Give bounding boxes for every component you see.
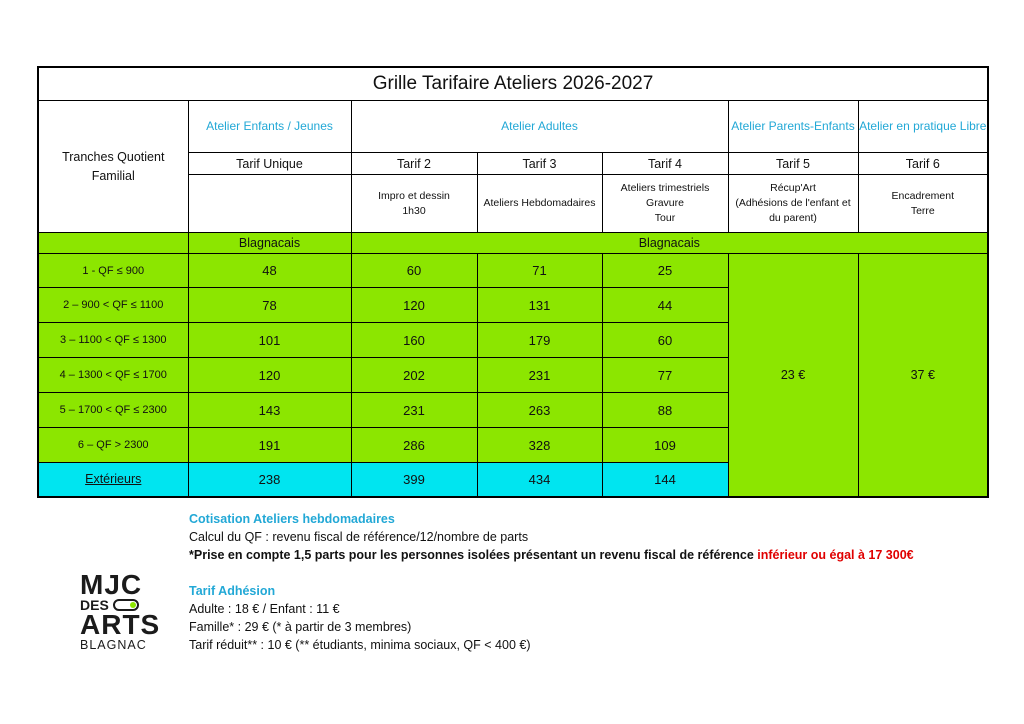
cell-t2: 399 — [351, 463, 477, 497]
cell-t2: 160 — [351, 323, 477, 358]
exterieurs-label: Extérieurs — [38, 463, 188, 497]
tarif-4: Tarif 4 — [602, 153, 728, 175]
cell-t6-merged: 37 € — [858, 254, 988, 497]
mjc-logo: MJC DES ARTS BLAGNAC — [80, 569, 161, 652]
adhesion-reduit: Tarif réduit** : 10 € (** étudiants, minima sociaux, QF < 400 €) — [189, 638, 531, 652]
cell-unique: 238 — [188, 463, 351, 497]
tarif-3: Tarif 3 — [477, 153, 602, 175]
desc-tarif-6: Encadrement Terre — [858, 175, 988, 233]
desc-tarif-4: Ateliers trimestriels Gravure Tour — [602, 175, 728, 233]
cell-t5-merged: 23 € — [728, 254, 858, 497]
qf-header: Tranches Quotient Familial — [38, 101, 188, 233]
cell-t4: 144 — [602, 463, 728, 497]
desc-tarif-5: Récup'Art (Adhésions de l'enfant et du parent) — [728, 175, 858, 233]
cell-t3: 179 — [477, 323, 602, 358]
blagnacais-right: Blagnacais — [351, 233, 988, 254]
adhesion-famille: Famille* : 29 € (* à partir de 3 membres) — [189, 620, 412, 634]
cell-unique: 143 — [188, 393, 351, 428]
notes — [189, 510, 914, 654]
cell-t4: 109 — [602, 428, 728, 463]
cell-t2: 120 — [351, 288, 477, 323]
table-row — [38, 254, 988, 288]
cell-t2: 286 — [351, 428, 477, 463]
cell-t4: 60 — [602, 323, 728, 358]
cell-t4: 77 — [602, 358, 728, 393]
group-adultes: Atelier Adultes — [351, 101, 728, 153]
toggle-icon — [113, 599, 139, 611]
cotisation-title: Cotisation Ateliers hebdomadaires — [189, 512, 395, 526]
cell-t2: 60 — [351, 254, 477, 288]
desc-tarif-3: Ateliers Hebdomadaires — [477, 175, 602, 233]
qf-label: 6 – QF > 2300 — [38, 428, 188, 463]
group-enfants: Atelier Enfants / Jeunes — [188, 101, 351, 153]
adhesion-title: Tarif Adhésion — [189, 584, 276, 598]
page-title: Grille Tarifaire Ateliers 2026-2027 — [38, 67, 988, 101]
cell-t2: 231 — [351, 393, 477, 428]
cell-unique: 101 — [188, 323, 351, 358]
blagnacais-empty — [38, 233, 188, 254]
tarif-6: Tarif 6 — [858, 153, 988, 175]
cell-t3: 263 — [477, 393, 602, 428]
prise-text: *Prise en compte 1,5 parts pour les personnes isolées présentant un revenu fiscal de référence inférieur ou égal à 17 300€ — [189, 548, 914, 562]
tarif-unique: Tarif Unique — [188, 153, 351, 175]
cell-unique: 191 — [188, 428, 351, 463]
cell-t4: 88 — [602, 393, 728, 428]
qf-label: 2 – 900 < QF ≤ 1100 — [38, 288, 188, 323]
group-libre: Atelier en pratique Libre — [858, 101, 988, 153]
cell-t2: 202 — [351, 358, 477, 393]
cell-t3: 328 — [477, 428, 602, 463]
qf-label: 4 – 1300 < QF ≤ 1700 — [38, 358, 188, 393]
desc-tarif-2: Impro et dessin 1h30 — [351, 175, 477, 233]
desc-empty — [188, 175, 351, 233]
adhesion-adulte: Adulte : 18 € / Enfant : 11 € — [189, 602, 340, 616]
cell-t3: 131 — [477, 288, 602, 323]
calcul-text: Calcul du QF : revenu fiscal de référence/12/nombre de parts — [189, 530, 529, 544]
cell-t3: 434 — [477, 463, 602, 497]
qf-label: 5 – 1700 < QF ≤ 2300 — [38, 393, 188, 428]
qf-label: 1 - QF ≤ 900 — [38, 254, 188, 288]
cell-unique: 120 — [188, 358, 351, 393]
cell-t3: 71 — [477, 254, 602, 288]
cell-t4: 44 — [602, 288, 728, 323]
tarif-5: Tarif 5 — [728, 153, 858, 175]
blagnacais-left: Blagnacais — [188, 233, 351, 254]
cell-unique: 48 — [188, 254, 351, 288]
group-parents: Atelier Parents-Enfants — [728, 101, 858, 153]
cell-t4: 25 — [602, 254, 728, 288]
tarif-2: Tarif 2 — [351, 153, 477, 175]
cell-t3: 231 — [477, 358, 602, 393]
tariff-table — [37, 66, 989, 498]
cell-unique: 78 — [188, 288, 351, 323]
qf-label: 3 – 1100 < QF ≤ 1300 — [38, 323, 188, 358]
